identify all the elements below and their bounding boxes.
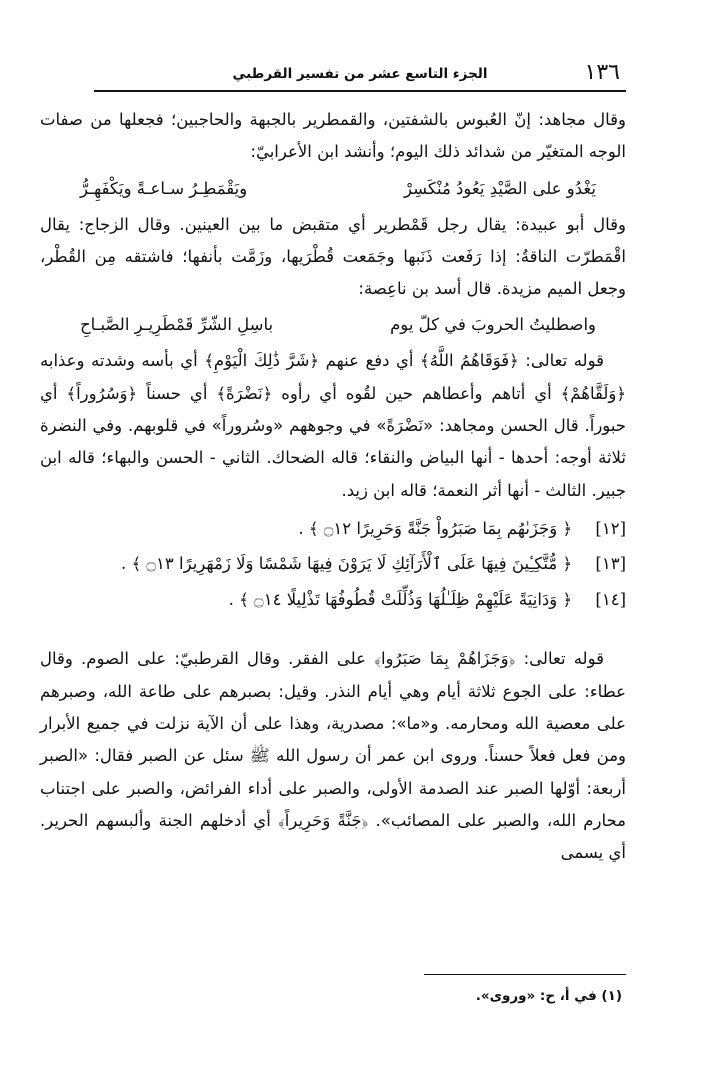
ayah-12-number: [١٢] bbox=[595, 518, 626, 538]
page-body bbox=[40, 104, 626, 870]
ayah-13 bbox=[40, 546, 626, 582]
verse-1-first-hemistich: يَغْدُو على الصَّيْدِ يَعُودُ مُنْكَسِرْ bbox=[404, 178, 596, 198]
running-title: الجزء التاسع عشر من تفسير القرطبي bbox=[232, 66, 488, 82]
spacer bbox=[40, 617, 626, 643]
ayah-13-text: ﴿ مُّتَّكِـِٔينَ فِيهَا عَلَى ٱلْأَرَآئِكِ لَا يَرَوْنَ فِيهَا شَمْسًا وَلَا زَمْهَرِيرًا ۝١٣ ﴾ . bbox=[120, 554, 573, 574]
poetry-verse-2 bbox=[40, 305, 626, 345]
poetry-verse-1 bbox=[40, 169, 626, 209]
paragraph-commentary-jazahum: قوله تعالى: ﴿وَجَزَاهُمْ بِمَا صَبَرُوا﴾ على الفقر. وقال القرطبيّ: على الصوم. وقال عطاء: على الجوع ثلاثة أيام وهي أيام النذر. وقيل: بصبرهم على طاعة الله، وصبرهم على معصية الله ومحارمه. و«ما»: مصدرية، وهذا على أن الآية نزلت في جميع الأبرار ومن فعل فعلاً حسناً. وروى ابن عمر أن رسول الله ﷺ سئل عن الصبر فقال: «الصبر أربعة: أوّلها الصبر عند الصدمة الأولى، والصبر على أداء الفرائض، والصبر على اجتناب محارم الله، والصبر على المصائب». ﴿جَنَّةً وَحَرِيراً﴾ أي أدخلهم الجنة وألبسهم الحرير. أي يسمى bbox=[40, 649, 626, 863]
ayah-12 bbox=[40, 511, 626, 547]
quran-verses-block bbox=[40, 511, 626, 618]
footnote-divider bbox=[424, 974, 626, 975]
ayah-13-number: [١٣] bbox=[595, 554, 626, 574]
verse-1-second-hemistich: ويَقْمَطِـرُ سـاعـةً ويَكْفَهِـرُّ bbox=[80, 178, 248, 198]
ayah-14 bbox=[40, 582, 626, 618]
verse-2-second-hemistich: باسِلِ الشّرِّ قَمْطَرِيـرِ الصَّبـاحِ bbox=[80, 315, 274, 335]
ayah-14-text: ﴿ وَدَانِيَةً عَلَيْهِمْ ظِلَـٰلُهَا وَذُلِّلَتْ قُطُوفُهَا تَذْلِيلًا ۝١٤ ﴾ . bbox=[228, 589, 573, 609]
verse-2-first-hemistich: واصطليتُ الحروبَ في كلّ يوم bbox=[390, 315, 596, 335]
footnote: (١) في أ، ح: «وروى». bbox=[475, 988, 622, 1004]
ayah-12-text: ﴿ وَجَزَىٰهُم بِمَا صَبَرُواْ جَنَّةً وَحَرِيرًا ۝١٢ ﴾ . bbox=[298, 518, 573, 538]
page-number: ١٣٦ bbox=[584, 60, 620, 85]
page-header bbox=[94, 58, 626, 92]
paragraph-abu-ubayda: وقال أبو عبيدة: يقال رجل قَمْطرير أي متقبض ما بين العينين. وقال الزجاج: يقال اقْمَطرّت الناقةُ: إذا رَفَعت ذَنَبها وجَمَعت قُطْرَيها، وزَمَّت بأنفها؛ فاشتقه مِن القُطْر، وجعل الميم مزيدة. قال أسد بن ناعِصة: bbox=[40, 214, 626, 299]
ayah-14-number: [١٤] bbox=[595, 589, 626, 609]
paragraph-commentary-fawaqahum: قوله تعالى: ﴿فَوَقَاهُمُ اللَّهُ﴾ أي دفع عنهم ﴿شَرَّ ذَٰلِكَ الْيَوْمِ﴾ أي بأسه وشدته وعذابه ﴿وَلَقَّاهُمْ﴾ أي أتاهم وأعطاهم حين لقُوه أي رأوه ﴿نَضْرَةً﴾ أي حسناً ﴿وَسُرُوراً﴾ أي حبوراً. قال الحسن ومجاهد: «نَضْرَةً» في وجوههم «وسُروراً» في قلوبهم. وفي النضرة ثلاثة أوجه: أحدها - أنها البياض والنقاء؛ قاله الضحاك. الثاني - الحسن والبهاء؛ قاله ابن جبير. الثالث - أنها أثر النعمة؛ قاله ابن زيد. bbox=[40, 351, 626, 500]
paragraph-mujahid: وقال مجاهد: إنّ العُبوس بالشفتين، والقمطرير بالجبهة والحاجبين؛ فجعلها من صفات الوجه المتغيّر من شدائد ذلك اليوم؛ وأنشد ابن الأعرابيّ: bbox=[40, 110, 626, 162]
